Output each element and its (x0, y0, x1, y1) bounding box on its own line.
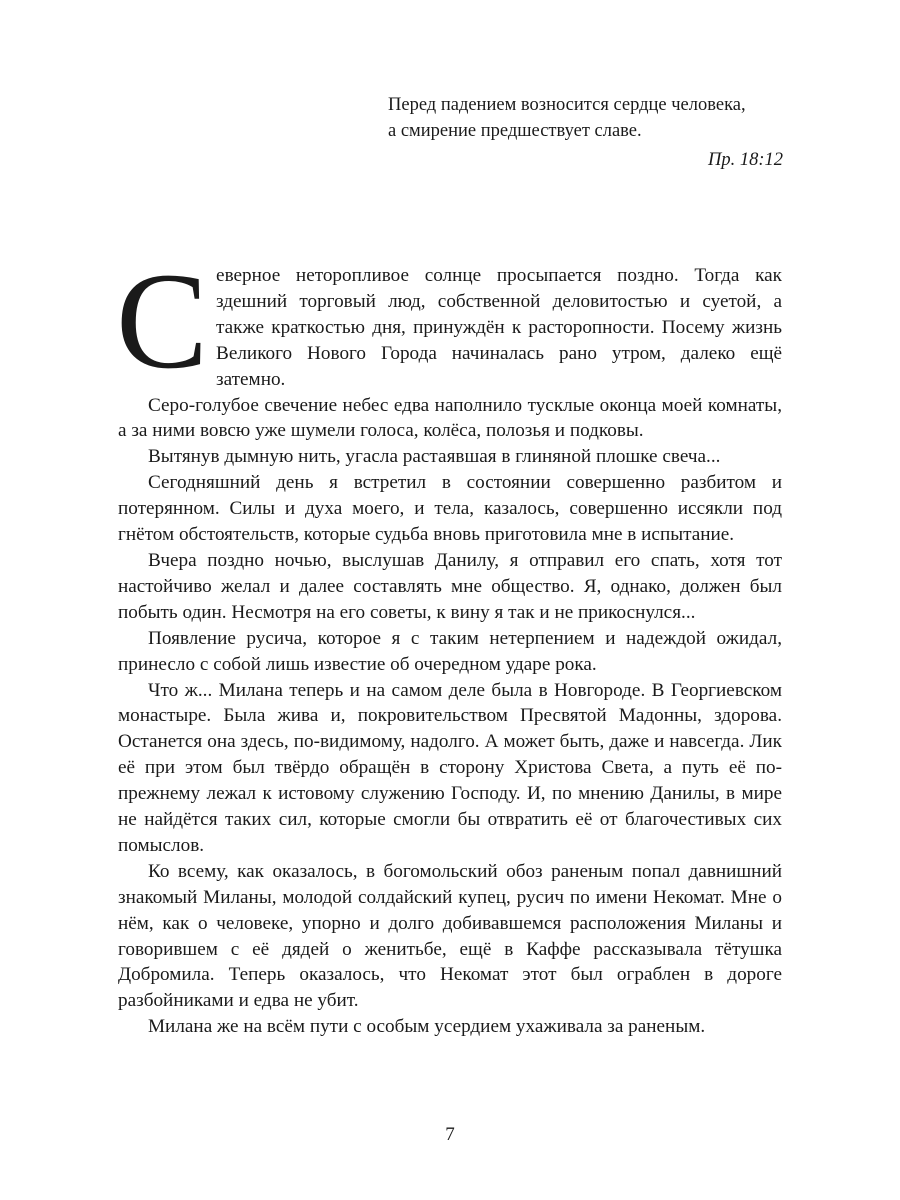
epigraph-line-1: Перед падением возносится сердце человека, (388, 95, 746, 115)
paragraph-9: Милана же на всём пути с особым усердием ухаживала за раненым. (148, 1016, 706, 1038)
paragraph-8: Ко всему, как оказалось, в богомольский обоз раненым попал давнишний знакомый Миланы, молодой солдайский купец, русич по имени Некомат. Мне о нём, как о человеке, упорно и долго добивавшемся расположения Миланы и говорившем с её дядей о женитьбе, ещё в Каффе рассказывала тётушка Добромила. Теперь оказалось, что Некомат этот был ограблен в дороге разбойниками и едва не убит. (118, 860, 782, 1012)
drop-cap: С (116, 244, 209, 397)
paragraph-2: Серо-голубое свечение небес едва наполнило тусклые оконца моей комнаты, а за ними вовсю уже шумели голоса, колёса, полозья и подковы. (118, 394, 782, 442)
body-text (116, 244, 782, 1040)
epigraph-line-2: а смирение предшествует славе. (388, 121, 642, 141)
paragraph-7: Что ж... Милана теперь и на самом деле была в Новгороде. В Георгиевском монастыре. Была жива и, покровительством Пресвятой Мадонны, здорова. Останется она здесь, по-видимому, надолго. А может быть, даже и навсегда. Лик её при этом был твёрдо обращён в сторону Христова Света, а путь её по-прежнему лежал к истовому служению Господу. И, по мнению Данилы, в мире не найдётся таких сил, которые смогли бы отвратить её от благочестивых сих помыслов. (118, 679, 782, 856)
paragraph-6: Появление русича, которое я с таким нетерпением и надеждой ожидал, принесло с собой лишь известие об очередном ударе рока. (118, 627, 782, 675)
paragraph-1 (116, 244, 782, 397)
epigraph-source: Пр. 18:12 (707, 150, 783, 170)
paragraph-5: Вчера поздно ночью, выслушав Данилу, я отправил его спать, хотя тот настойчиво желал и далее составлять мне общество. Я, однако, должен был побыть один. Несмотря на его советы, к вину я так и не прикоснулся... (118, 549, 782, 623)
epigraph (388, 92, 783, 173)
paragraph-1-text: еверное неторопливое солнце просыпается поздно. Тогда как здешний торговый люд, собственной деловитостью и суетой, а также краткостью дня, принуждён к расторопности. Посему жизнь Великого Нового Города начиналась рано утром, далеко ещё затемно. (216, 265, 782, 390)
paragraph-4: Сегодняшний день я встретил в состоянии совершенно разбитом и потерянном. Силы и духа моего, и тела, казалось, совершенно иссякли под гнётом обстоятельств, которые судьба вновь приготовила мне в испытание. (118, 472, 782, 546)
page-number: 7 (445, 1124, 455, 1145)
paragraph-3: Вытянув дымную нить, угасла растаявшая в глиняной плошке свеча... (148, 446, 721, 468)
